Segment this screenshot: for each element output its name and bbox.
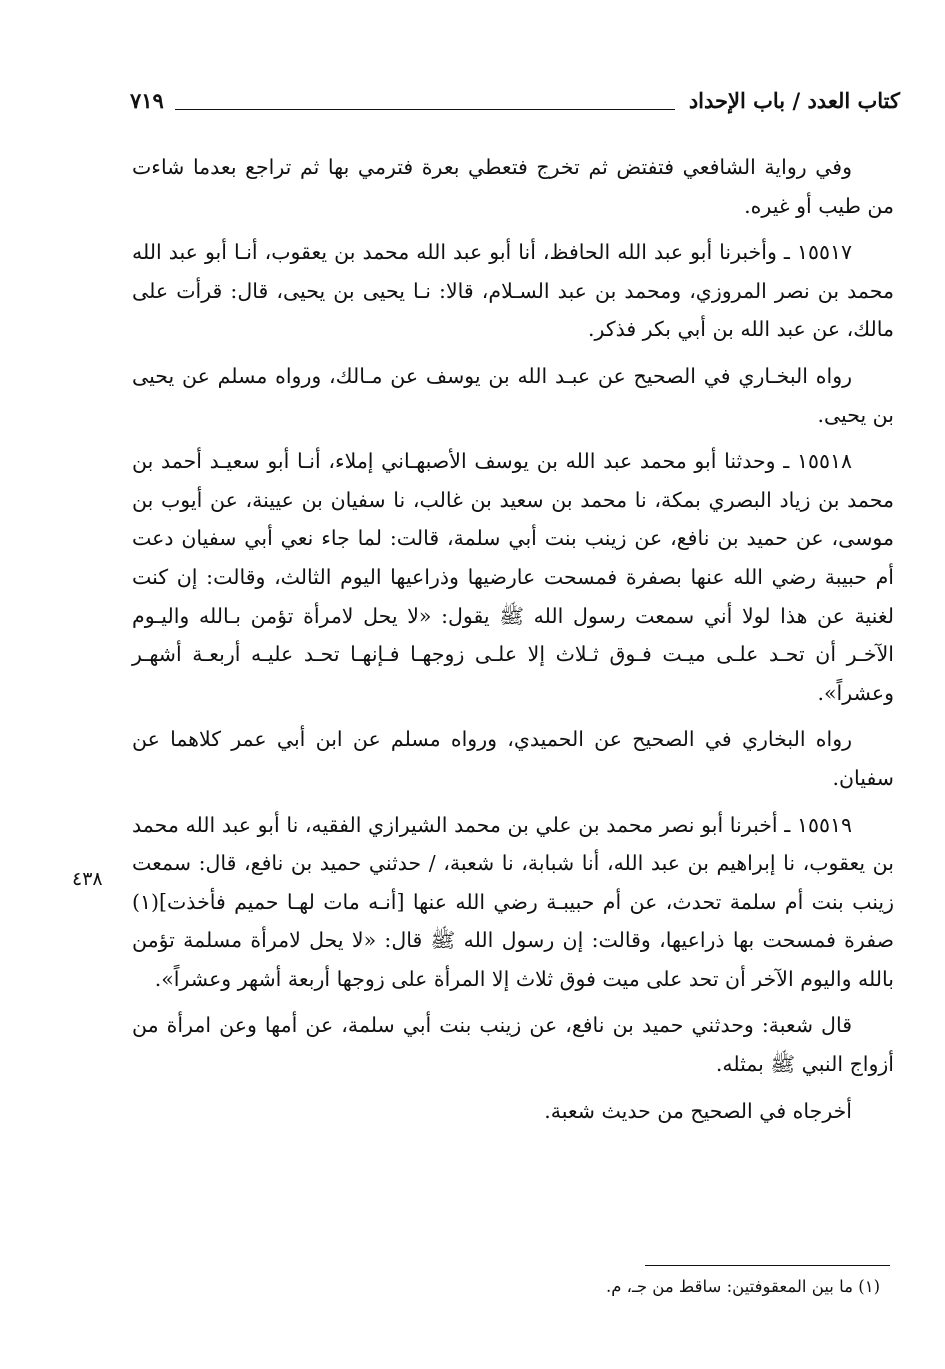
margin-page-reference: ٤٣٨	[72, 868, 103, 890]
page-header	[130, 88, 900, 120]
paragraph: وفي رواية الشافعي فتفتض ثم تخرج فتعطي بعرة فترمي بها ثم تراجع بعدما شاءت من طيب أو غيره.	[132, 155, 894, 218]
paragraph: ١٥٥١٧ ـ وأخبرنا أبو عبد الله الحافظ، أنا أبو عبد الله محمد بن يعقوب، أنـا أبو عبد الله محمد بن نصر المروزي، ومحمد بن عبد السـلام، قالا: نـا يحيى بن يحيى، قال: قرأت على مالك، عن عبد الله بن أبي بكر فذكر.	[132, 240, 894, 342]
footnote-rule	[645, 1265, 890, 1266]
paragraph: رواه البخاري في الصحيح عن الحميدي، ورواه مسلم عن ابن أبي عمر كلاهما عن سفيان.	[132, 727, 894, 790]
main-text	[132, 148, 894, 1138]
page-number: ٧١٩	[130, 88, 164, 113]
header-rule	[175, 109, 675, 110]
footnote: (١) ما بين المعقوفتين: ساقط من جـ، م.	[605, 1277, 880, 1296]
paragraph: أخرجاه في الصحيح من حديث شعبة.	[544, 1098, 852, 1123]
paragraph: ١٥٥١٩ ـ أخبرنا أبو نصر محمد بن علي بن محمد الشيرازي الفقيه، نا أبو عبد الله محمد بن يعقوب، نا إبراهيم بن عبد الله، أنا شبابة، نا شعبة، / حدثني حميد بن نافع، قال: سمعت زينب بنت أم سلمة تحدث، عن أم حبيبـة رضي الله عنها [أنـه مات لهـا حميم فأخذت](١) صفرة فمسحت بها ذراعيها، وقالت: إن رسول الله ﷺ قال: «لا يحل لامرأة مسلمة تؤمن بالله واليوم الآخر أن تحد على ميت فوق ثلاث إلا المرأة على زوجها أربعة أشهر وعشراً».	[132, 812, 894, 991]
paragraph: قال شعبة: وحدثني حميد بن نافع، عن زينب بنت أبي سلمة، عن أمها وعن امرأة من أزواج النبي ﷺ بمثله.	[132, 1013, 894, 1077]
running-title: كتاب العدد / باب الإحداد	[688, 88, 900, 113]
paragraph: رواه البخـاري في الصحيح عن عبـد الله بن يوسف عن مـالك، ورواه مسلم عن يحيى بن يحيى.	[132, 363, 894, 427]
paragraph: ١٥٥١٨ ـ وحدثنا أبو محمد عبد الله بن يوسف الأصبهـاني إملاء، أنـا أبو سعيـد أحمد بن محمد بن زياد البصري بمكة، نا محمد بن سعيد بن غالب، نا سفيان بن عيينة، عن أيوب بن موسى، عن حميد بن نافع، عن زينب بنت أبي سلمة، قالت: لما جاء نعي أبي سفيان دعت أم حبيبة رضي الله عنها بصفرة فمسحت عارضيها وذراعيها اليوم الثالث، وقالت: إن كنت لغنية عن هذا لولا أني سمعت رسول الله ﷺ يقول: «لا يحل لامرأة تؤمن بـالله واليـوم الآخـر أن تحـد علـى ميـت فـوق ثـلاث إلا علـى زوجهـا فـإنهـا تحـد عليـه أربعـة أشهـر وعشراً».	[132, 449, 894, 705]
